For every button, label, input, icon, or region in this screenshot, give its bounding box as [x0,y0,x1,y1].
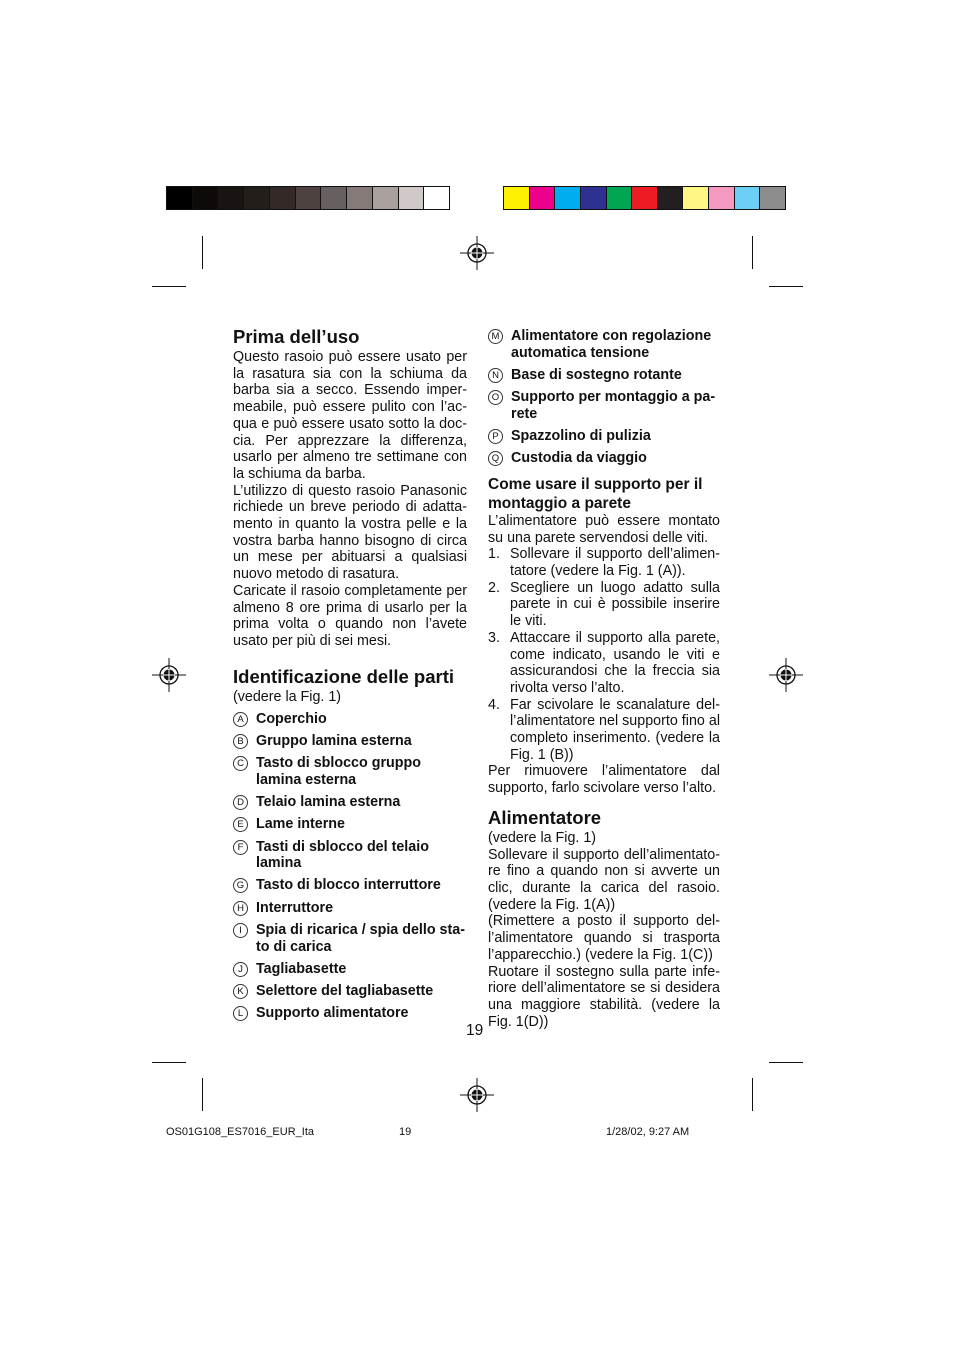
section-heading-wall-mount: Come usare il supporto per il montaggio a parete [488,475,703,512]
parts-list-item [233,1005,467,1022]
right-column [488,326,720,1030]
calibration-swatch [530,187,556,209]
parts-list-item [233,839,467,872]
calibration-swatch [424,187,449,209]
color-calibration-bar [503,186,786,210]
paragraph: L’alimentatore può essere montato su una parete servendosi delle viti. [488,512,720,546]
paragraph: Sollevare il supporto dell’alimentatore fino a quando non si avverte un clic, durante la carica del rasoio. (vedere la Fig. 1(A)) [488,846,720,913]
part-label: Custodia da viaggio [511,450,647,467]
circled-letter-marker: A [233,712,248,727]
crop-mark [769,1062,803,1063]
section-heading-parts-identification: Identificazione delle parti [233,665,455,687]
step-text: Sollevare il supporto dell’alimentatore (vedere la Fig. 1 (A)). [510,546,720,580]
paragraph: L’utilizzo di questo rasoio Panasonic richiede un breve periodo di adattamento in quanto la vostra pelle e la vostra barba hanno bisogno di circa un mese per abituarsi a qualsiasi nuovo metodo di rasatura. [233,482,467,583]
calibration-swatch [607,187,633,209]
paragraph: Questo rasoio può essere usato per la rasatura sia con la schiuma da barba sia a secco. Essendo impermeabile, può essere pulito con l’acqua e può essere usato sotto la doccia. Per apprezzare la differenza, usarlo per almeno tre settimane con la schiuma da barba. [233,349,467,482]
calibration-swatch [270,187,296,209]
footer-timestamp: 1/28/02, 9:27 AM [606,1126,690,1138]
circled-letter-marker: H [233,901,248,916]
parts-list-item [233,922,467,955]
circled-letter-marker: I [233,923,248,938]
calibration-swatch [709,187,735,209]
circled-letter-marker: N [488,368,503,383]
step-text: Attaccare il supporto alla parete, come indicato, usando le viti e assicurandosi che la freccia sia rivolta verso l’alto. [510,629,720,696]
part-label: Alimentatore con regolazione automatica tensione [511,328,712,361]
parts-list-item [233,900,467,917]
circled-letter-marker: G [233,878,248,893]
parts-list-item [233,733,467,750]
calibration-swatch [735,187,761,209]
step-text: Far scivolare le scanalature dell’alimentatore nel supporto fino al completo inserimento. (vedere la Fig. 1 (B)) [510,696,720,763]
circled-letter-marker: L [233,1006,248,1021]
circled-letter-marker: D [233,795,248,810]
part-label: Supporto alimentatore [256,1005,409,1022]
circled-letter-marker: B [233,734,248,749]
parts-list-item [488,450,720,467]
numbered-step [488,546,720,579]
circled-letter-marker: O [488,390,503,405]
paragraph: Ruotare il sostegno sulla parte inferiore dell’alimentatore se si desidera una maggiore stabilità. (vedere la Fig. 1(D)) [488,963,720,1030]
crop-mark [752,1078,753,1111]
part-label: Tasti di sblocco del telaio lamina [256,838,429,872]
part-label: Lame interne [256,816,345,833]
parts-list-item [488,367,720,384]
page-number: 19 [466,1022,484,1039]
part-label: Gruppo lamina esterna [256,733,412,750]
calibration-swatch [399,187,425,209]
part-label: Tasto di sblocco gruppo lamina esterna [256,755,421,788]
part-label: Supporto per montaggio a parete [511,389,716,422]
paragraph: Caricate il rasoio completamente per almeno 8 ore prima di usarlo per la prima volta o quando non l’avete usato per più di sei mesi. [233,582,467,649]
calibration-swatch [632,187,658,209]
calibration-swatch [193,187,219,209]
parts-list-item [233,961,467,978]
part-label: Coperchio [256,710,327,727]
circled-letter-marker: F [233,840,248,855]
numbered-step [488,697,720,764]
paragraph: (Rimettere a posto il supporto dell’alimentatore quando si trasporta l’apparecchio.) (vedere la Fig. 1(C)) [488,913,720,963]
calibration-swatch [373,187,399,209]
part-label: Spia di ricarica / spia dello stato di carica [256,921,465,955]
parts-list-item [488,428,720,445]
parts-list-item [233,983,467,1000]
registration-mark-icon [460,236,494,270]
registration-mark-icon [769,658,803,692]
parts-list-item [233,755,467,788]
paragraph: Per rimuovere l’alimentatore dal supporto, farlo scivolare verso l’alto. [488,763,720,797]
step-number: 1. [488,546,500,563]
circled-letter-marker: E [233,817,248,832]
part-label: Tagliabasette [256,960,347,977]
left-column [233,326,467,1022]
calibration-swatch [244,187,270,209]
parts-list-item [488,328,720,361]
circled-letter-marker: P [488,429,503,444]
calibration-swatch [658,187,684,209]
step-number: 4. [488,696,500,713]
crop-mark [152,286,186,287]
footer-file-name: OS01G108_ES7016_EUR_Ita [166,1126,314,1138]
footer-page: 19 [399,1126,412,1138]
calibration-swatch [581,187,607,209]
part-label: Base di sostegno rotante [511,366,682,383]
parts-list-item [233,711,467,728]
parts-list-item [233,794,467,811]
parts-list-item [233,877,467,894]
step-number: 3. [488,629,500,646]
calibration-swatch [167,187,193,209]
parts-list-item [233,816,467,833]
part-label: Spazzolino di pulizia [511,428,651,445]
numbered-step [488,630,720,697]
part-label: Interruttore [256,899,334,916]
calibration-swatch [683,187,709,209]
step-number: 2. [488,579,500,596]
numbered-step [488,580,720,630]
calibration-swatch [555,187,581,209]
step-text: Scegliere un luogo adatto sulla parete in cui è possibile inserire le viti. [510,579,720,630]
circled-letter-marker: K [233,984,248,999]
registration-mark-icon [460,1078,494,1112]
part-label: Selettore del tagliabasette [256,983,434,999]
circled-letter-marker: C [233,756,248,771]
calibration-swatch [347,187,373,209]
circled-letter-marker: M [488,329,503,344]
section-heading-power-adaptor: Alimentatore [488,806,602,828]
crop-mark [152,1062,186,1063]
figure-reference: (vedere la Fig. 1) [233,688,342,705]
crop-mark [752,236,753,269]
registration-mark-icon [152,658,186,692]
section-heading-before-use: Prima dell’uso [233,326,360,347]
crop-mark [769,286,803,287]
calibration-swatch [218,187,244,209]
calibration-swatch [296,187,322,209]
circled-letter-marker: Q [488,451,503,466]
figure-reference: (vedere la Fig. 1) [488,829,597,846]
circled-letter-marker: J [233,962,248,977]
calibration-swatch [321,187,347,209]
calibration-swatch [504,187,530,209]
parts-list-item [488,389,720,422]
calibration-swatch [760,187,785,209]
crop-mark [202,1078,203,1111]
part-label: Tasto di blocco interruttore [256,877,441,894]
grayscale-calibration-bar [166,186,450,210]
crop-mark [202,236,203,269]
part-label: Telaio lamina esterna [256,794,401,811]
